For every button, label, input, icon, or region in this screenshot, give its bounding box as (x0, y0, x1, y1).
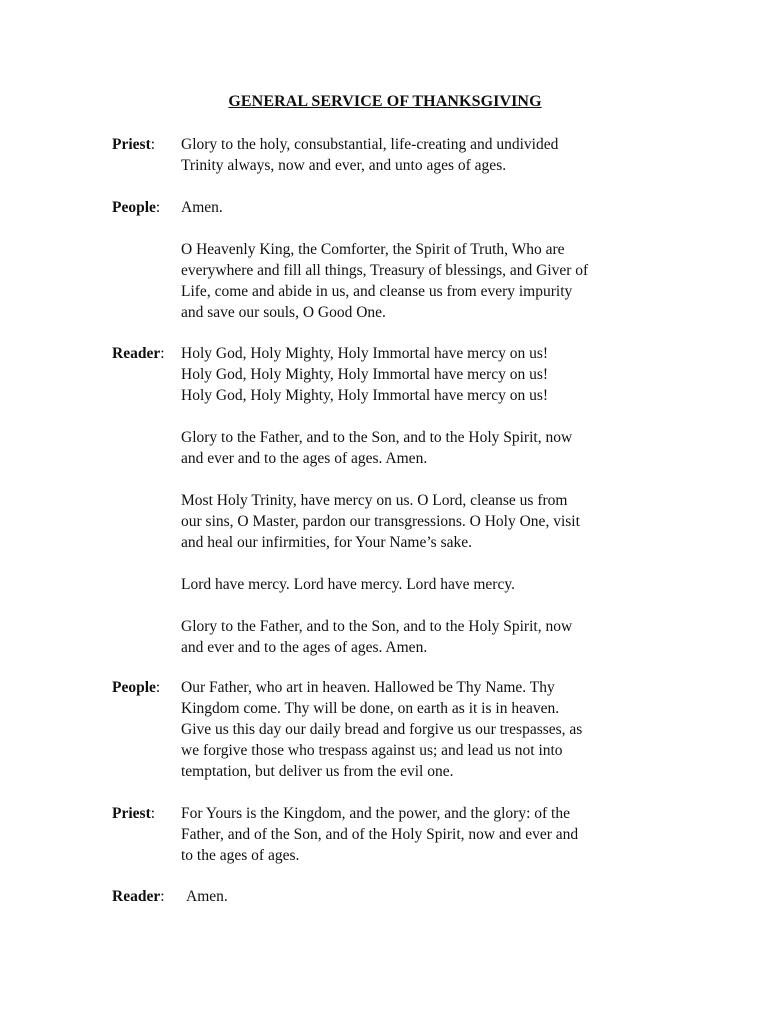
speaker-label: People: (112, 679, 161, 696)
text-line: Father, and of the Son, and of the Holy Spirit, now and ever and (181, 826, 579, 843)
section-text (181, 803, 671, 866)
text-line: For Yours is the Kingdom, and the power, and the glory: of the (181, 805, 570, 822)
paragraph (181, 239, 671, 323)
text-line: and ever and to the ages of ages. Amen. (181, 639, 428, 656)
page-title: GENERAL SERVICE OF THANKSGIVING (228, 93, 542, 110)
text-line: Kingdom come. Thy will be done, on earth as it is in heaven. (181, 700, 560, 717)
section-text (181, 677, 671, 782)
text-line: and heal our infirmities, for Your Name’s sake. (181, 534, 472, 551)
paragraph (181, 134, 671, 176)
text-line: Glory to the Father, and to the Son, and to the Holy Spirit, now (181, 618, 573, 635)
paragraph (181, 197, 671, 218)
paragraph (181, 616, 671, 658)
text-line: O Heavenly King, the Comforter, the Spirit of Truth, Who are (181, 241, 565, 258)
text-line: and ever and to the ages of ages. Amen. (181, 450, 428, 467)
paragraph (181, 427, 671, 469)
text-line: Holy God, Holy Mighty, Holy Immortal have mercy on us! (181, 345, 549, 362)
text-line: Holy God, Holy Mighty, Holy Immortal have mercy on us! (181, 387, 549, 404)
text-line: Glory to the Father, and to the Son, and to the Holy Spirit, now (181, 429, 573, 446)
text-line: Trinity always, now and ever, and unto ages of ages. (181, 157, 507, 174)
paragraph (181, 490, 671, 553)
text-line: to the ages of ages. (181, 847, 300, 864)
text-line: Lord have mercy. Lord have mercy. Lord have mercy. (181, 576, 515, 593)
text-line: Amen. (181, 199, 223, 216)
text-line: Glory to the holy, consubstantial, life-creating and undivided (181, 136, 559, 153)
paragraph (181, 343, 671, 406)
text-line: our sins, O Master, pardon our transgressions. O Holy One, visit (181, 513, 580, 530)
text-line: everywhere and fill all things, Treasury of blessings, and Giver of (181, 262, 589, 279)
paragraph (186, 886, 676, 907)
text-line: Most Holy Trinity, have mercy on us. O Lord, cleanse us from (181, 492, 568, 509)
speaker-label: Reader: (112, 345, 165, 362)
text-line: Holy God, Holy Mighty, Holy Immortal have mercy on us! (181, 366, 549, 383)
section-text (181, 134, 671, 176)
text-line: we forgive those who trespass against us; and lead us not into (181, 742, 563, 759)
speaker-label: People: (112, 199, 161, 216)
section-text (186, 886, 676, 907)
speaker-label: Reader: (112, 888, 165, 905)
text-line: Give us this day our daily bread and forgive us our trespasses, as (181, 721, 583, 738)
text-line: and save our souls, O Good One. (181, 304, 386, 321)
speaker-label: Priest: (112, 805, 156, 822)
section-text (181, 343, 671, 658)
paragraph (181, 574, 671, 595)
text-line: Our Father, who art in heaven. Hallowed be Thy Name. Thy (181, 679, 555, 696)
text-line: Life, come and abide in us, and cleanse us from every impurity (181, 283, 573, 300)
speaker-label: Priest: (112, 136, 156, 153)
paragraph (181, 677, 671, 782)
text-line: Amen. (186, 888, 228, 905)
paragraph (181, 803, 671, 866)
text-line: temptation, but deliver us from the evil one. (181, 763, 454, 780)
section-text (181, 197, 671, 323)
